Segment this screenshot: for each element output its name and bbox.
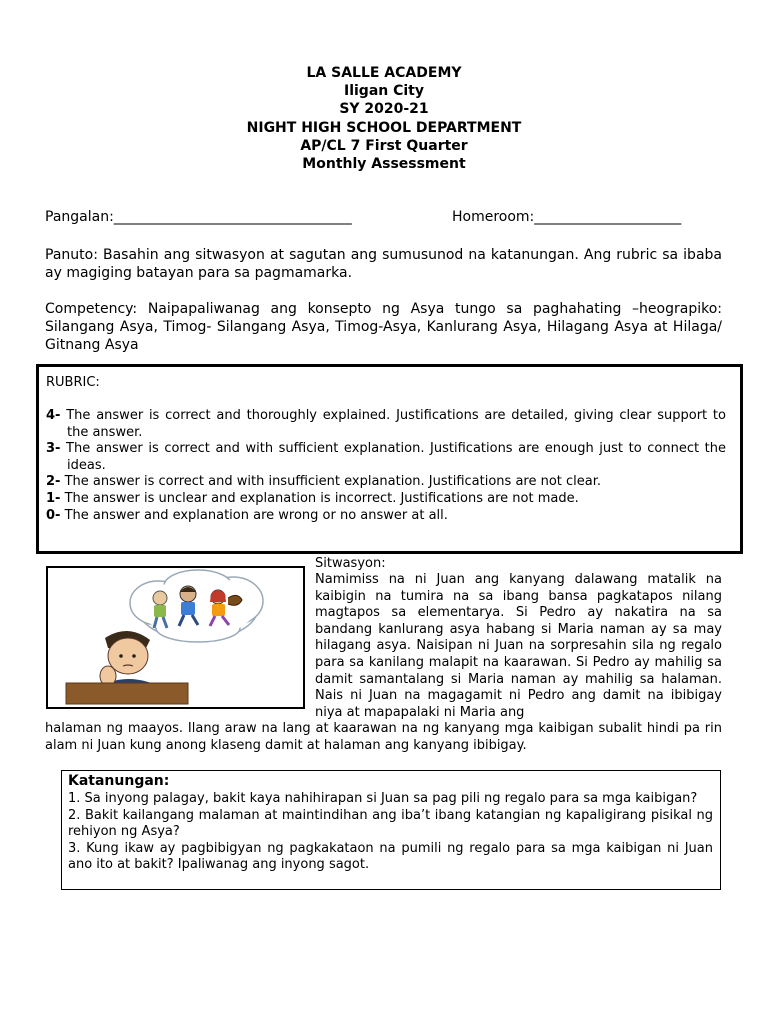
rubric-text: The answer and explanation are wrong or no answer at all.: [60, 507, 448, 523]
rubric-text: The answer is unclear and explanation is incorrect. Justifications are not made.: [60, 490, 579, 506]
rubric-list: [46, 408, 726, 524]
rubric-text: The answer is correct and with insufficient explanation. Justifications are not clear.: [60, 474, 602, 490]
instructions: Panuto: Basahin ang sitwasyon at sagutan ang sumusunod na katanungan. Ang rubric sa ibaba ay magiging batayan para sa pagmamarka.: [45, 247, 722, 281]
rubric-box: [36, 364, 743, 554]
situation-text: Namimiss na ni Juan ang kanyang dalawang matalik na kaibigin na tumira na sa ibang bansa pagkatapos nilang magtapos sa elementarya. Si Pedro ay nakatira na sa bandang kanlurang asya habang si Maria naman ay sa may hilagang asya. Naisipan ni Juan na sorpresahin sila ng regalo para sa kanilang malapit na kaarawan. Si Pedro ay mahilig sa damit samantalang si Maria naman ay mahilig sa halaman. Nais ni Juan na magagamit ni Pedro ang damit na ibibigay niya at mapapalaki ni Maria ang: [315, 572, 722, 720]
subject-quarter: AP/CL 7 First Quarter: [300, 137, 468, 154]
department-name: NIGHT HIGH SCHOOL DEPARTMENT: [246, 119, 522, 136]
rubric-score: 4-: [46, 408, 61, 423]
school-name: LA SALLE ACADEMY: [306, 65, 462, 81]
desk-icon: [66, 683, 188, 704]
rubric-item: [46, 441, 726, 474]
assessment-title: Monthly Assessment: [302, 156, 466, 173]
illustration-svg: [48, 568, 303, 707]
rubric-item: [46, 474, 726, 491]
rubric-item: [46, 408, 726, 441]
school-city: Iligan City: [343, 83, 424, 100]
rubric-score: 2-: [46, 474, 61, 490]
school-year: SY 2020-21: [339, 101, 429, 118]
rubric-item: [46, 508, 726, 525]
homeroom-field: Homeroom:_____________________: [452, 209, 682, 225]
name-field: Pangalan:__________________________________: [45, 209, 352, 225]
rubric-score: 0-: [46, 507, 61, 523]
rubric-score: 1-: [46, 490, 61, 506]
rubric-text: The answer is correct and thoroughly explained. Justifications are detailed, giving clear support to the answer.: [60, 408, 726, 440]
rubric-item: [46, 491, 726, 508]
rubric-text: The answer is correct and with sufficient explanation. Justifications are enough just to connect the ideas.: [60, 441, 726, 473]
competency: Competency: Naipapaliwanag ang konsepto ng Asya tungo sa paghahating –heograpiko: Silangang Asya, Timog- Silangang Asya, Timog-Asya, Kanlurang Asya, Hilagang Asya at Hilaga/ Gitnang Asya: [45, 301, 722, 353]
situation-label: Sitwasyon:: [315, 556, 386, 571]
rubric-score: 3-: [46, 441, 61, 457]
question-item: 2. Bakit kailangang malaman at maintindihan ang iba’t ibang katangian ng kapaligirang pisikal ng rehiyon ng Asya?: [68, 807, 713, 840]
question-item: 3. Kung ikaw ay pagbibigyan ng pagkakataon na pumili ng regalo para sa mga kaibigan ni Juan ano ito at bakit? Ipaliwanag ang inyong sagot.: [68, 840, 713, 873]
questions-box: [61, 770, 721, 890]
situation-text-continued: halaman ng maayos. Ilang araw na lang at kaarawan na ng kanyang mga kaibigan subalit hindi pa rin alam ni Juan kung anong klaseng damit at halaman ang kanyang ibibigay.: [45, 721, 722, 753]
boy-thinking-of-friends-illustration: [46, 566, 305, 709]
questions-list: [68, 791, 713, 874]
questions-title: Katanungan:: [68, 773, 170, 789]
document-header: [0, 64, 768, 173]
question-item: 1. Sa inyong palagay, bakit kaya nahihirapan si Juan sa pag pili ng regalo para sa mga kaibigan?: [68, 791, 698, 806]
rubric-title: RUBRIC:: [46, 375, 100, 390]
